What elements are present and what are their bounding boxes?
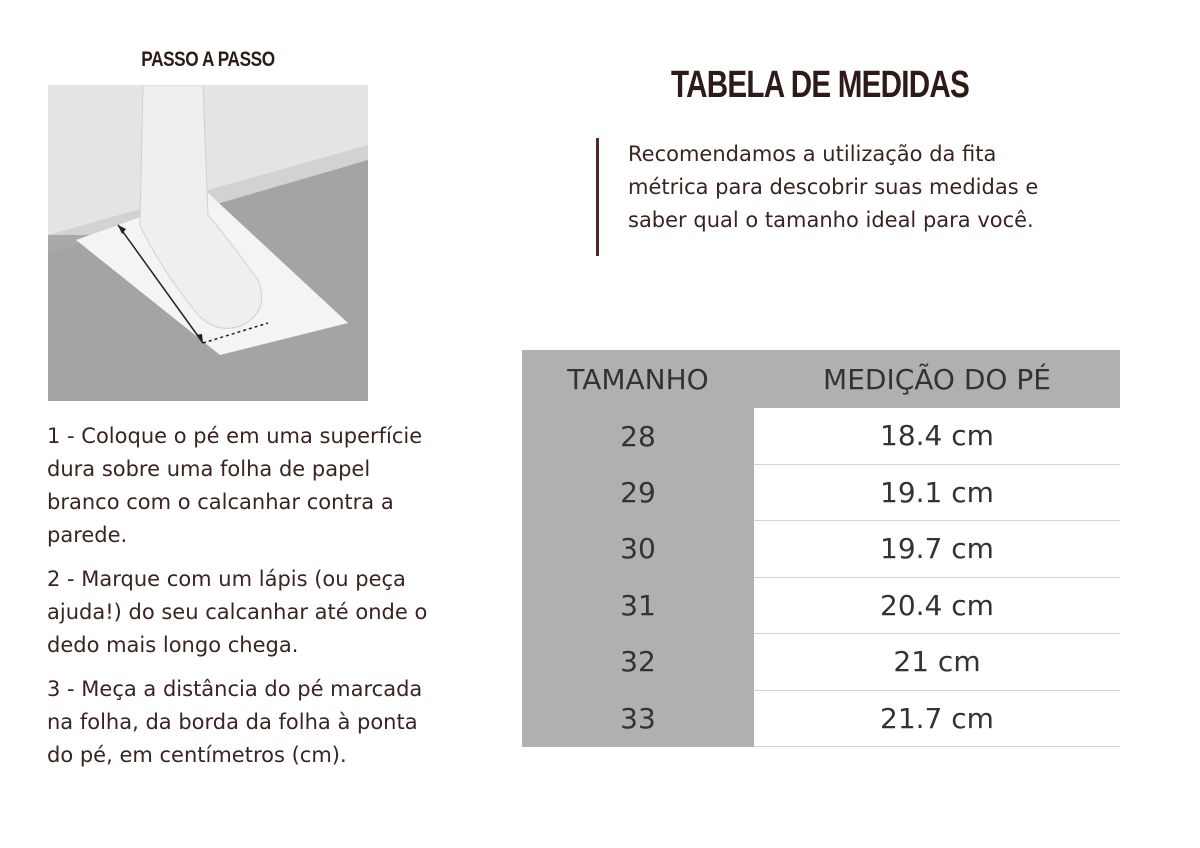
size-cell: 31 <box>522 577 754 634</box>
measure-cell: 20.4 cm <box>754 577 1120 634</box>
table-row <box>522 521 1120 578</box>
measure-cell: 19.1 cm <box>754 464 1120 521</box>
header-size: TAMANHO <box>522 350 754 408</box>
table-header-row <box>522 350 1120 408</box>
table-row <box>522 408 1120 464</box>
table-row <box>522 464 1120 521</box>
step-1-text: 1 - Coloque o pé em uma superfície dura sobre uma folha de papel branco com o calcanhar contra a parede. <box>47 424 423 547</box>
size-cell: 32 <box>522 634 754 691</box>
size-cell: 30 <box>522 521 754 578</box>
intro-text: Recomendamos a utilização da fita métrica para descobrir suas medidas e saber qual o tamanho ideal para você. <box>628 142 1039 232</box>
size-cell: 33 <box>522 690 754 747</box>
size-cell: 29 <box>522 464 754 521</box>
size-table-title: TABELA DE MEDIDAS <box>671 64 969 106</box>
intro-accent-bar <box>596 138 599 256</box>
size-table <box>522 350 1120 747</box>
table-row <box>522 690 1120 747</box>
size-cell: 28 <box>522 408 754 464</box>
measure-cell: 18.4 cm <box>754 408 1120 464</box>
table-row <box>522 634 1120 691</box>
step-2-text: 2 - Marque com um lápis (ou peça ajuda!) do seu calcanhar até onde o dedo mais longo chega. <box>47 567 428 657</box>
measure-cell: 21.7 cm <box>754 690 1120 747</box>
table-row <box>522 577 1120 634</box>
step-3-text: 3 - Meça a distância do pé marcada na folha, da borda da folha à ponta do pé, em centímetros (cm). <box>47 677 423 767</box>
instruction-steps <box>47 420 447 783</box>
measure-cell: 19.7 cm <box>754 521 1120 578</box>
header-foot-measure: MEDIÇÃO DO PÉ <box>754 350 1120 408</box>
measure-cell: 21 cm <box>754 634 1120 691</box>
foot-measuring-photo <box>48 85 368 401</box>
step-by-step-title: PASSO A PASSO <box>141 48 275 71</box>
